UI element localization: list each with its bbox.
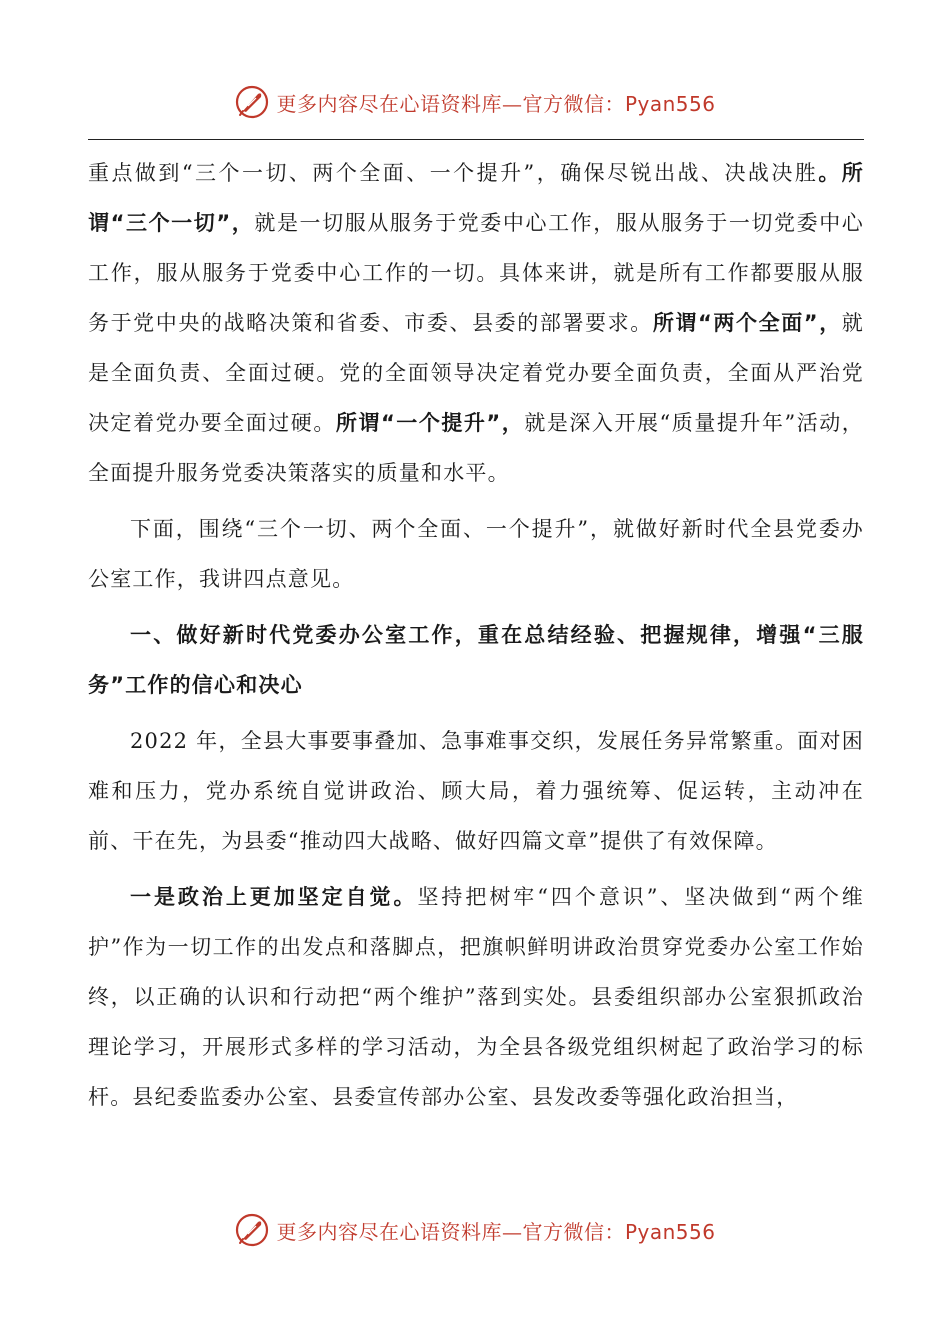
footer-banner [0,1208,950,1252]
footer-banner-text [276,1216,715,1245]
p4-text: 坚持把树牢“四个意识”、坚决做到“两个维护”作为一切工作的出发点和落脚点，把旗帜鲜明讲政治贯穿党委办公室工作始终，以正确的认识和行动把“两个维护”落到实处。县委组织部办公室狠抓政治理论学习，开展形式多样的学习活动，为全县各级党组织树起了政治学习的标杆。县纪委监委办公室、县委宣传部办公室、县发改委等强化政治担当， [88,885,864,1109]
paragraph-1 [88,148,864,498]
header-banner-text [276,88,715,117]
paragraph-4 [88,872,864,1122]
p4-lead: 一是政治上更加坚定自觉。 [130,885,418,909]
footer-banner-wechat: 官方微信：Pyan556 [522,1219,716,1244]
quill-logo-icon [234,1212,270,1248]
header-banner-main: 更多内容尽在心语资料库 [276,91,502,116]
header-banner [0,80,950,124]
section-heading-1: 一、做好新时代党委办公室工作，重在总结经验、把握规律，增强“三服务”工作的信心和决心 [88,623,864,697]
header-banner-wechat: 官方微信：Pyan556 [522,91,716,116]
footer-banner-dash: — [501,1219,523,1244]
document-body [88,148,864,1122]
p1-text-2: 就是一切服从服务于党委中心工作，服从服务于一切党委中心工作，服从服务于党委中心工作的一切。具体来讲，就是所有工作都要服从服务于党中央的战略决策和省委、市委、县委的部署要求。 [88,211,864,335]
p1-text-4: 就是深入开展“质量提升年”活动，全面提升服务党委决策落实的质量和水平。 [88,411,865,485]
p1-bold-2: 所谓“两个全面”， [652,311,842,335]
footer-banner-main: 更多内容尽在心语资料库 [276,1219,502,1244]
p1-text-3: 就是全面负责、全面过硬。党的全面领导决定着党办要全面负责，全面从严治党决定着党办要全面过硬。 [88,311,864,435]
paragraph-3: 2022 年，全县大事要事叠加、急事难事交织，发展任务异常繁重。面对困难和压力，党办系统自觉讲政治、顾大局，着力强统筹、促运转，主动冲在前、干在先，为县委“推动四大战略、做好四篇文章”提供了有效保障。 [88,729,864,853]
p1-bold-1: 。所谓“三个一切”， [88,161,864,235]
quill-logo-icon [234,84,270,120]
header-banner-dash: — [501,91,523,116]
p1-text-1: 重点做到“三个一切、两个全面、一个提升”，确保尽锐出战、决战决胜 [88,161,819,185]
p1-bold-3: 所谓“一个提升”， [335,411,525,435]
paragraph-2: 下面，围绕“三个一切、两个全面、一个提升”，就做好新时代全县党委办公室工作，我讲四点意见。 [88,517,864,591]
header-rule [88,139,864,140]
